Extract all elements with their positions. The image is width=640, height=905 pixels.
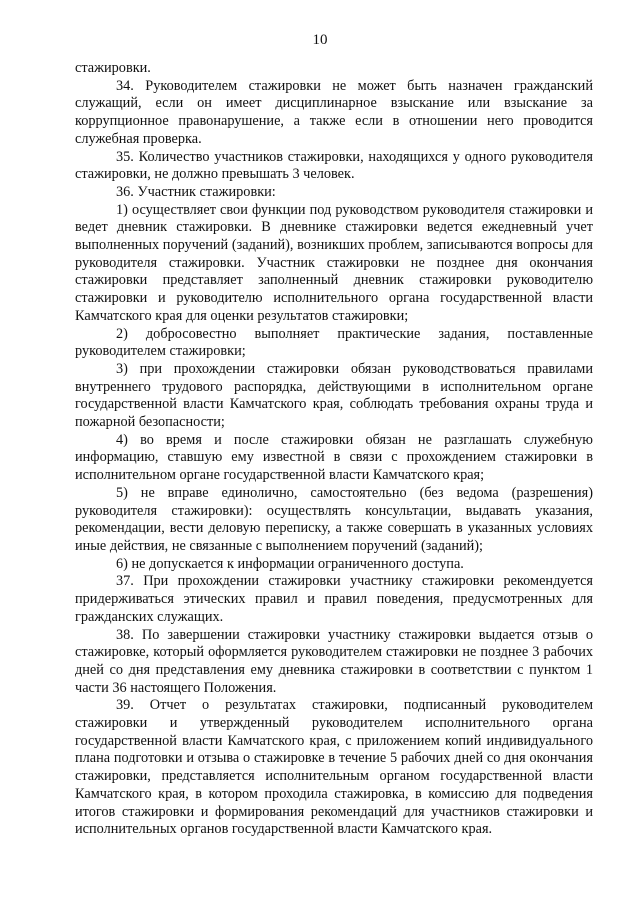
paragraph-36-item-1: 1) осуществляет свои функции под руководством руководителя стажировки и ведет дневник стажировки. В дневнике стажировки ведется ежедневный учет выполненных поручений (заданий), возникших проблем, записываются вопросы для руководителя стажировки. Участник стажировки не позднее дня окончания стажировки представляет заполненный дневник стажировки руководителю стажировки и руководителю исполнительного органа государственной власти Камчатского края для оценки результатов стажировки; bbox=[75, 201, 593, 324]
paragraph-36-item-2: 2) добросовестно выполняет практические задания, поставленные руководителем стажировки; bbox=[75, 325, 593, 360]
paragraph-39: 39. Отчет о результатах стажировки, подписанный руководителем стажировки и утвержденный руководителем исполнительного органа государственной власти Камчатского края, с приложением копий индивидуального плана подготовки и отзыва о стажировке в течение 5 рабочих дней со дня окончания стажировки, представляется исполнительным органом государственной власти Камчатского края, в котором проходила стажировка, в комиссию для подведения итогов стажировки и формирования рекомендаций для участников стажировки и исполнительных органов государственной власти Камчатского края. bbox=[75, 697, 593, 838]
paragraph-36-item-6: 6) не допускается к информации ограниченного доступа. bbox=[116, 555, 464, 572]
paragraph-36-item-5: 5) не вправе единолично, самостоятельно (без ведома (разрешения) руководителя стажировки): осуществлять консультации, выдавать указания, рекомендации, вести деловую переписку, а также совершать в указанных условиях иные действия, не связанные с выполнением поручений (заданий); bbox=[75, 484, 593, 554]
paragraph-36: 36. Участник стажировки: bbox=[116, 183, 276, 200]
paragraph-36-item-4: 4) во время и после стажировки обязан не разглашать служебную информацию, ставшую ему известной в связи с прохождением стажировки в исполнительном органе государственной власти Камчатского края; bbox=[75, 431, 593, 484]
page-number: 10 bbox=[312, 32, 328, 48]
paragraph-38: 38. По завершении стажировки участнику стажировки выдается отзыв о стажировке, который оформляется руководителем стажировки не позднее 3 рабочих дней со дня представления ему дневника стажировки в соответствии с пунктом 1 части 36 настоящего Положения. bbox=[75, 626, 593, 696]
paragraph-35: 35. Количество участников стажировки, находящихся у одного руководителя стажировки, не должно превышать 3 человек. bbox=[75, 148, 593, 183]
document-body bbox=[75, 60, 593, 839]
paragraph-continuation: стажировки. bbox=[75, 60, 151, 76]
paragraph-36-item-3: 3) при прохождении стажировки обязан руководствоваться правилами внутреннего трудового распорядка, действующими в исполнительном органе государственной власти Камчатского края, соблюдать требования охраны труда и пожарной безопасности; bbox=[75, 360, 593, 431]
paragraph-34: 34. Руководителем стажировки не может быть назначен гражданский служащий, если он имеет дисциплинарное взыскание или взыскание за коррупционное правонарушение, а также если в отношении него проводится служебная проверка. bbox=[75, 77, 593, 147]
paragraph-37: 37. При прохождении стажировки участнику стажировки рекомендуется придерживаться этических правил и правил поведения, предусмотренных для гражданских служащих. bbox=[75, 573, 593, 625]
